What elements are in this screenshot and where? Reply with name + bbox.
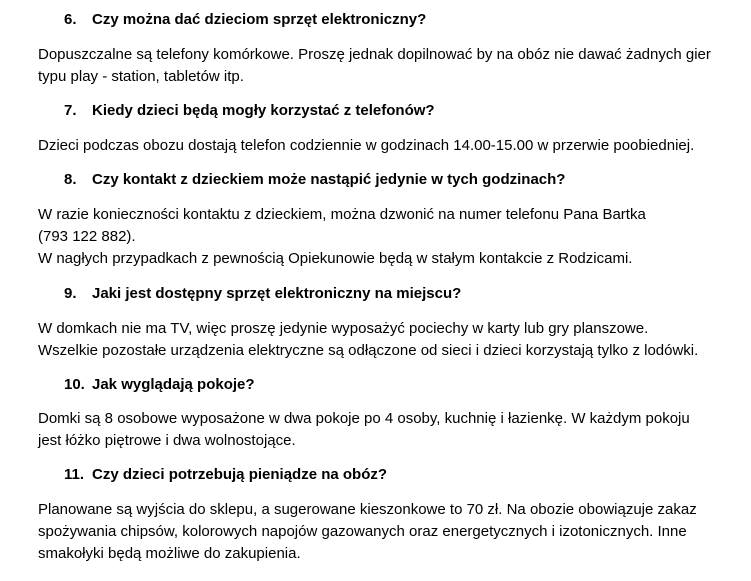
question-text: Czy dzieci potrzebują pieniądze na obóz? [92,466,388,483]
answer-line: spożywania chipsów, kolorowych napojów gazowanych oraz energetycznych i izotonicznych. Inne [38,523,687,540]
answer-line: smakołyki będą możliwe do zakupienia. [38,545,301,562]
question-text: Jaki jest dostępny sprzęt elektroniczny na miejscu? [92,285,462,302]
answer-line: jest łóżko piętrowe i dwa wolnostojące. [38,432,296,449]
answer-line: W nagłych przypadkach z pewnością Opiekunowie będą w stałym kontakcie z Rodzicami. [38,250,633,267]
faq-answer-10 [38,408,738,452]
faq-answer-6 [38,44,738,88]
question-text: Kiedy dzieci będą mogły korzystać z telefonów? [92,102,435,119]
faq-question-7 [64,101,435,121]
question-number: 9. [64,285,77,302]
question-number: 11. [64,466,85,483]
question-text: Jak wyglądają pokoje? [92,376,255,393]
faq-question-8 [64,170,565,190]
question-text: Czy kontakt z dzieckiem może nastąpić jedynie w tych godzinach? [92,171,566,188]
question-number: 7. [64,102,77,119]
faq-question-9 [64,284,461,304]
question-number: 10. [64,376,85,393]
faq-question-6 [64,10,426,30]
answer-line: Planowane są wyjścia do sklepu, a sugerowane kieszonkowe to 70 zł. Na obozie obowiązuje zakaz [38,501,697,518]
answer-line: (793 122 882). [38,228,136,245]
question-text: Czy można dać dzieciom sprzęt elektroniczny? [92,11,427,28]
answer-line: typu play - station, tabletów itp. [38,68,244,85]
answer-line: Domki są 8 osobowe wyposażone w dwa pokoje po 4 osoby, kuchnię i łazienkę. W każdym pokoju [38,410,690,427]
faq-answer-11 [38,499,738,565]
faq-question-10 [64,375,255,395]
faq-answer-9 [38,318,738,362]
faq-question-11 [64,465,387,485]
faq-answer-8 [38,204,738,270]
answer-line: W domkach nie ma TV, więc proszę jedynie wyposażyć pociechy w karty lub gry planszowe. [38,320,649,337]
answer-line: W razie konieczności kontaktu z dzieckiem, można dzwonić na numer telefonu Pana Bartka [38,206,646,223]
answer-line: Dzieci podczas obozu dostają telefon codziennie w godzinach 14.00-15.00 w przerwie poobiedniej. [38,137,695,154]
question-number: 8. [64,171,77,188]
faq-answer-7 [38,135,738,157]
answer-line: Dopuszczalne są telefony komórkowe. Proszę jednak dopilnować by na obóz nie dawać żadnych gier [38,46,711,63]
answer-line: Wszelkie pozostałe urządzenia elektryczne są odłączone od sieci i dzieci korzystają tylko z lodówki. [38,342,699,359]
question-number: 6. [64,11,77,28]
